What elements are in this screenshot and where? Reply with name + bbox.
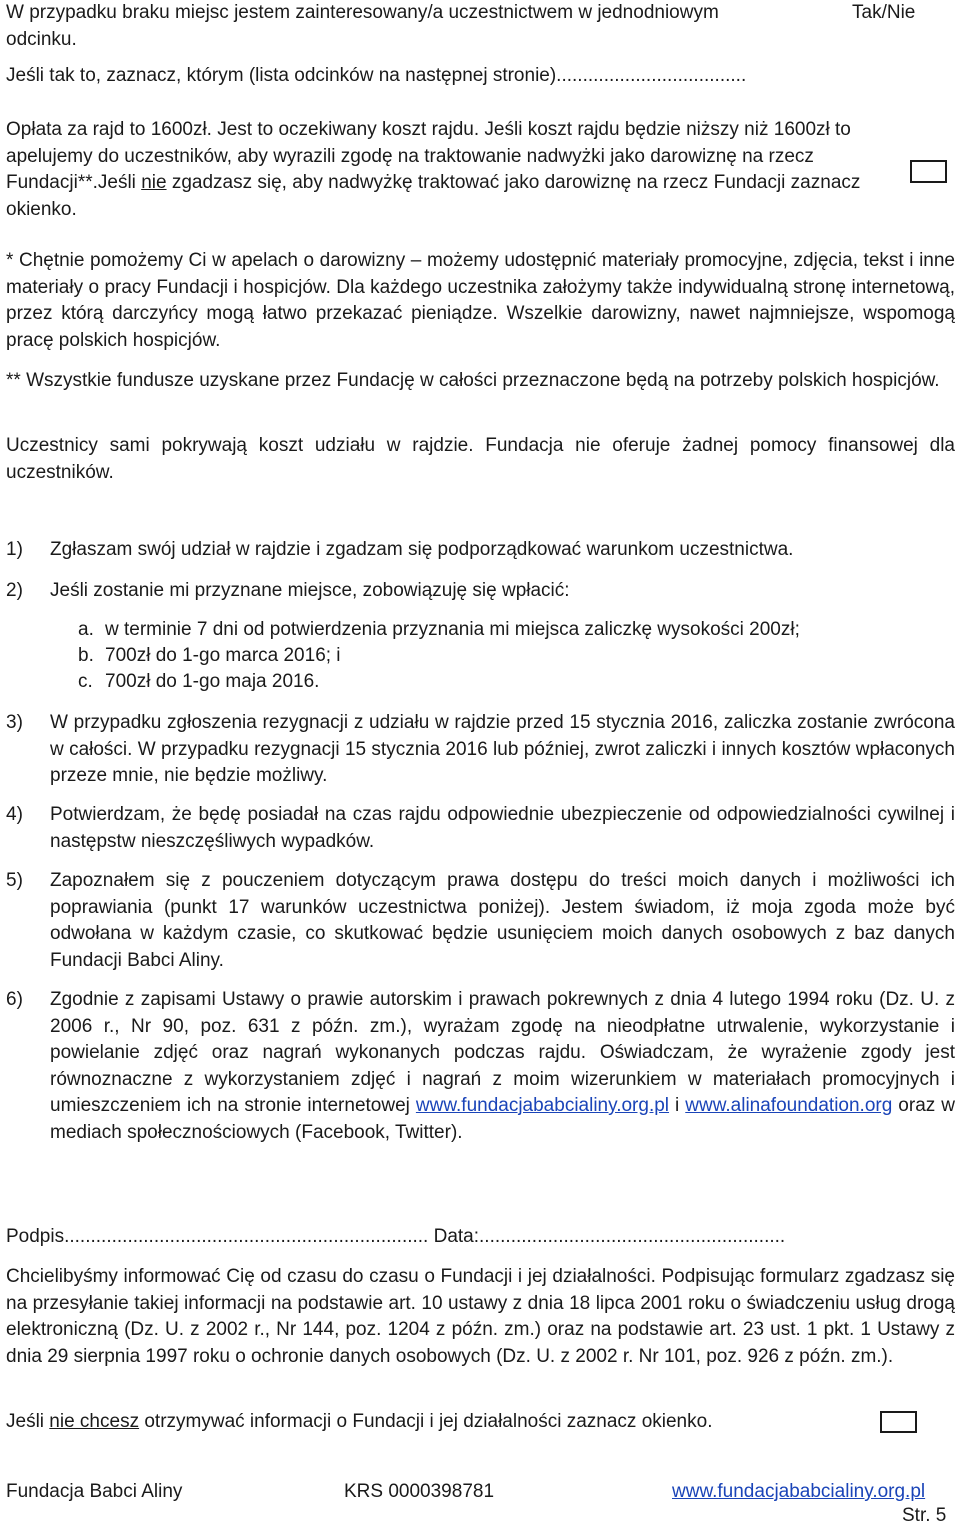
payment-option-b: b. 700zł do 1-go marca 2016; i (78, 645, 341, 666)
item-number: 2) (6, 580, 23, 601)
fee-optout-underlined: nie (141, 172, 167, 193)
payment-option-a: a. w terminie 7 dni od potwierdzenia przyznania mi miejsca zaliczkę wysokości 200zł; (78, 619, 800, 640)
donation-help-note: * Chętnie pomożemy Ci w apelach o darowizny – możemy udostępnić materiały promocyjne, zdjęcia, tekst i inne materiały o pracy Fundacji i hospicjów. Dla każdego uczestnika założymy także indywidualną stronę internetową, przez którą darczyńcy mogą łatwo przekazać pieniądze. Wszelkie darowizny, nawet najmniejsze, wspomogą pracę polskich hospicjów. (6, 250, 955, 351)
item-text: Zapoznałem się z pouczeniem dotyczącym prawa dostępu do treści moich danych i możliwości ich poprawiania (punkt 17 warunków uczestnictwa poniżej). Jestem świadom, iż moja zgoda może być odwołana w każdym czasie, co skutkować będzie usunięciem moich danych osobowych z baz danych Fundacji Babci Aliny. (50, 870, 955, 971)
footer-krs: KRS 0000398781 (344, 1481, 495, 1502)
funds-note: ** Wszystkie fundusze uzyskane przez Fundację w całości przeznaczone będą na potrzeby polskich hospicjów. (6, 370, 940, 391)
item-text: Potwierdzam, że będę posiadał na czas rajdu odpowiednie ubezpieczenie od odpowiedzialności cywilnej i następstw nieszczęśliwych wypadków. (50, 804, 955, 852)
information-optout-line: Jeśli nie chcesz otrzymywać informacji o Fundacji i jej działalności zaznacz okienko. (6, 1411, 713, 1432)
info-optout-underlined: nie chcesz (49, 1411, 140, 1432)
episode-choice-line: Jeśli tak to, zaznacz, którym (lista odcinków na następnej stronie).................................... (6, 65, 747, 86)
item-number: 1) (6, 539, 23, 560)
fee-text: Opłata za rajd to 1600zł. Jest to oczekiwany koszt rajdu. Jeśli koszt rajdu będzie niższy niż 1600zł to apelujemy do uczestników, aby wyrazili zgodę na traktowanie nadwyżki jako darowiznę na rzecz Fundacji**. (6, 119, 851, 193)
surplus-optout-checkbox[interactable] (910, 160, 947, 183)
intro-text: W przypadku braku miejsc jestem zainteresowany/a uczestnictwem w jednodniowym odcinku. (6, 2, 719, 50)
information-optout-checkbox[interactable] (880, 1411, 917, 1433)
information-consent-paragraph: Chcielibyśmy informować Cię od czasu do czasu o Fundacji i jej działalności. Podpisując formularz zgadzasz się na przesyłanie takiej informacji na podstawie art. 10 ustawy z dnia 18 lipca 2001 roku o świadczeniu usług drogą elektroniczną (Dz. U. z 2002 r., Nr 144, poz. 1204 z późn. zm.) oraz na podstawie art. 23 ust. 1 pkt. 1 Ustawy z dnia 29 sierpnia 1997 roku o ochronie danych osobowych (Dz. U. z 2002 r. Nr 101, poz. 926 z późn. zm.). (6, 1266, 955, 1367)
item-text: Jeśli zostanie mi przyznane miejsce, zobowiązuję się wpłacić: (50, 580, 570, 601)
item-number: 3) (6, 712, 23, 733)
signature-date-line[interactable]: Podpis..................................................................... Data:.......................................................... (6, 1226, 786, 1247)
item-number: 6) (6, 989, 23, 1010)
item-number: 4) (6, 804, 23, 825)
fee-optout-prefix: Jeśli (97, 172, 142, 193)
page-number: Str. 5 (902, 1505, 947, 1526)
item-number: 5) (6, 870, 23, 891)
fee-optout-text: zgadzasz się, aby nadwyżkę traktować jako darowiznę na rzecz Fundacji zaznacz okienko. (6, 172, 861, 220)
item-text: Zgodnie z zapisami Ustawy o prawie autorskim i prawach pokrewnych z dnia 4 lutego 1994 roku (Dz. U. z 2006 r., Nr 90, poz. 631 z późn. zm.), wyrażam zgodę na nieodpłatne utrwalenie, wykorzystanie i powielanie zdjęć oraz nagrań wykonanych podczas rajdu. Oświadczam, że wyrażenie zgody jest równoznaczne z wykorzystaniem zdjęć i nagrań z moim wizerunkiem w materiałach promocyjnych i umieszczeniem ich na stronie internetowej www.fundacjababcialiny.org.pl i www.alinafoundation.org oraz w mediach społecznościowych (Facebook, Twitter). (50, 989, 955, 1143)
item-text: Zgłaszam swój udział w rajdzie i zgadzam się podporządkować warunkom uczestnictwa. (50, 539, 794, 560)
item-text: W przypadku zgłoszenia rezygnacji z udziału w rajdzie przed 15 stycznia 2016, zaliczka zostanie zwrócona w całości. W przypadku rezygnacji 15 stycznia 2016 lub później, zwrot zaliczki i innych kosztów wpłaconych przeze mnie, nie będzie możliwy. (50, 712, 955, 786)
payment-option-c: c. 700zł do 1-go maja 2016. (78, 671, 320, 692)
costs-note: Uczestnicy sami pokrywają koszt udziału w rajdzie. Fundacja nie oferuje żadnej pomocy finansowej dla uczestników. (6, 435, 955, 483)
footer-foundation-name: Fundacja Babci Aliny (6, 1481, 183, 1502)
foundation-website-link[interactable]: www.fundacjababcialiny.org.pl (415, 1095, 670, 1116)
fee-paragraph (6, 117, 872, 223)
footer-website-link[interactable]: www.fundacjababcialiny.org.pl (672, 1481, 926, 1502)
yes-no-label: Tak/Nie (852, 2, 916, 23)
alinafoundation-link[interactable]: www.alinafoundation.org (685, 1095, 893, 1116)
